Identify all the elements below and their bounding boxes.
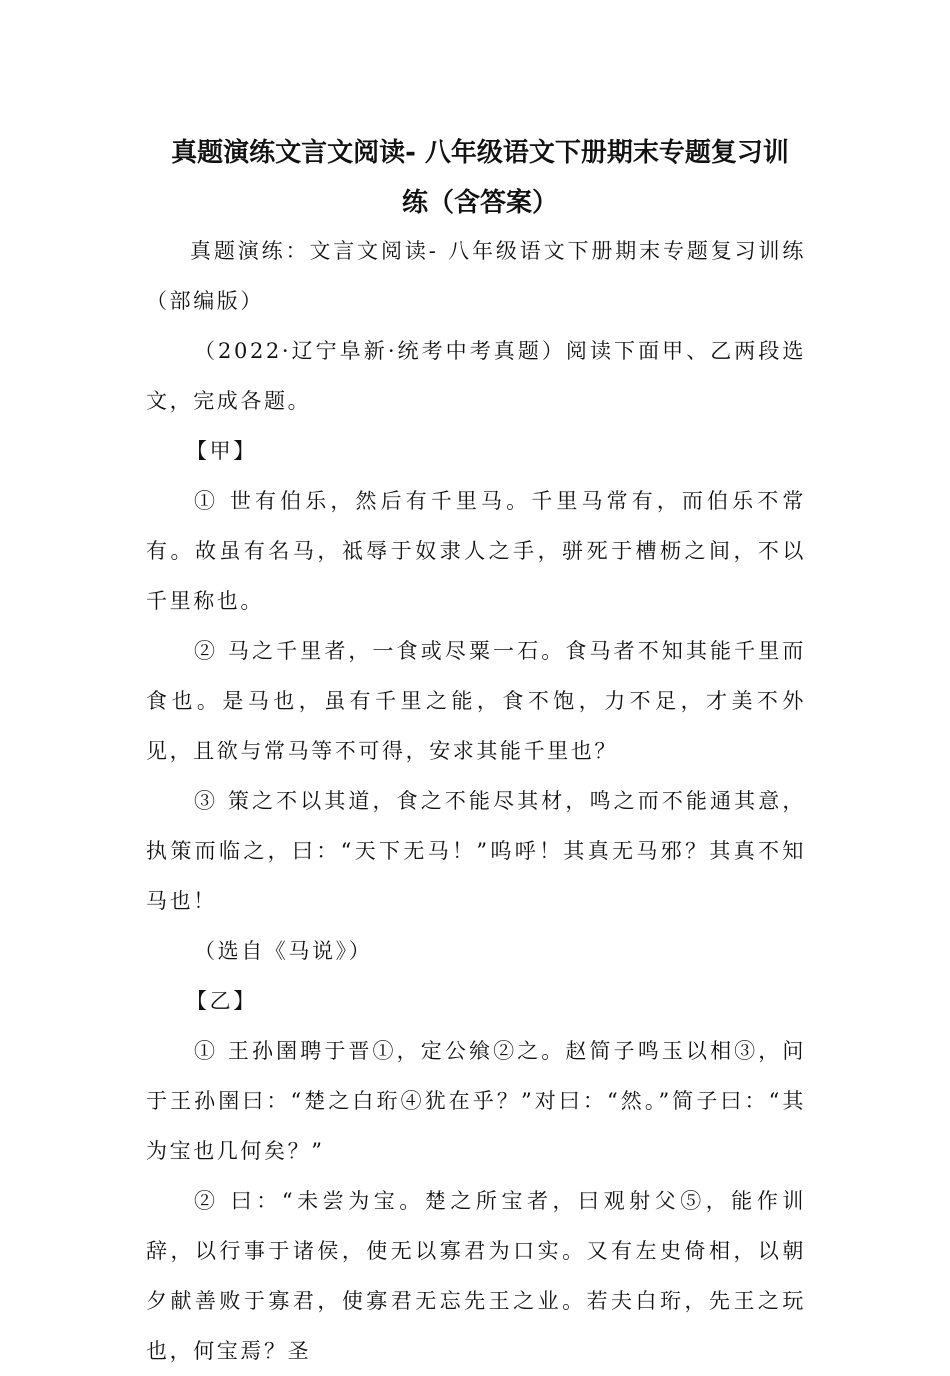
document-body bbox=[146, 226, 806, 1376]
jia-paragraph-1: ① 世有伯乐，然后有千里马。千里马常有，而伯乐不常有。故虽有名马，祗辱于奴隶人之手，骈死于槽枥之间，不以千里称也。 bbox=[146, 489, 806, 613]
section-yi-heading: 【乙】 bbox=[186, 989, 257, 1013]
document-title bbox=[150, 128, 810, 228]
subtitle-paragraph: 真题演练：文言文阅读- 八年级语文下册期末专题复习训练（部编版） bbox=[146, 239, 806, 313]
jia-source-citation: （选自《马说》） bbox=[194, 939, 373, 963]
jia-paragraph-2: ② 马之千里者，一食或尽粟一石。食马者不知其能千里而食也。是马也，虽有千里之能，食不饱，力不足，才美不外见，且欲与常马等不可得，安求其能千里也？ bbox=[146, 639, 806, 763]
yi-paragraph-2: ② 曰：“未尝为宝。楚之所宝者，曰观射父⑤，能作训辞，以行事于诸侯，使无以寡君为口实。又有左史倚相，以朝夕献善败于寡君，使寡君无忘先王之业。若夫白珩，先王之玩也，何宝焉？圣 bbox=[146, 1189, 806, 1363]
yi-paragraph-1: ① 王孙圉聘于晋①，定公飨②之。赵简子鸣玉以相③，问于王孙圉曰：“楚之白珩④犹在乎？”对曰：“然。”简子曰：“其为宝也几何矣？” bbox=[146, 1039, 806, 1163]
title-line-2: 练（含答案） bbox=[401, 188, 558, 218]
source-note-paragraph: （2022·辽宁阜新·统考中考真题）阅读下面甲、乙两段选文，完成各题。 bbox=[146, 339, 806, 413]
jia-paragraph-3: ③ 策之不以其道，食之不能尽其材，鸣之而不能通其意，执策而临之，曰：“天下无马！”呜呼！其真无马邪？其真不知马也！ bbox=[146, 789, 806, 913]
title-line-1: 真题演练文言文阅读- 八年级语文下册期末专题复习训 bbox=[171, 138, 789, 168]
section-jia-heading: 【甲】 bbox=[186, 439, 257, 463]
